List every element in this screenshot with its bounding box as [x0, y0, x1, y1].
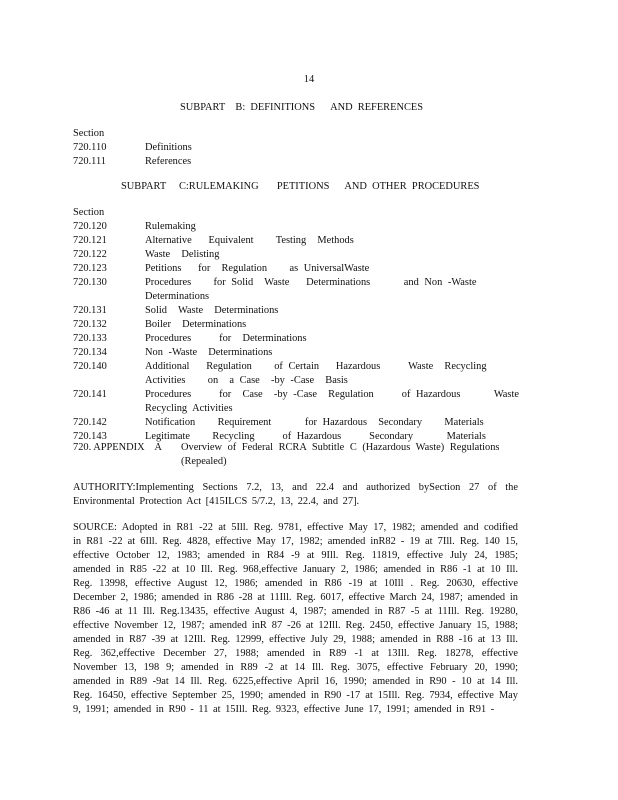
subpart-c-section-list	[73, 220, 536, 444]
section-row	[73, 262, 523, 276]
section-title: Petitions for Regulation as UniversalWaste	[145, 263, 370, 274]
section-number: 720.133	[73, 333, 107, 344]
section-row	[73, 332, 523, 346]
section-number: 720.121	[73, 235, 107, 246]
subpart-b-section-list	[73, 141, 523, 169]
section-row	[73, 388, 536, 416]
section-title: Non -Waste Determinations	[145, 347, 273, 358]
section-title: References	[145, 156, 192, 167]
section-number: 720.143	[73, 431, 107, 442]
subpart-c-section-label: Section	[73, 207, 105, 218]
section-row	[73, 155, 523, 169]
section-title: Additional Regulation of Certain Hazardous Waste Recycling Activities on a Case -by -Case Basis	[145, 361, 509, 386]
section-number: 720.132	[73, 319, 107, 330]
subpart-b-section-label: Section	[73, 128, 105, 139]
section-number: 720.111	[73, 156, 106, 167]
section-row	[73, 276, 523, 304]
section-number: 720.110	[73, 142, 107, 153]
appendix-number: 720. APPENDIX A	[73, 442, 162, 453]
subpart-c-heading: SUBPART C:RULEMAKING PETITIONS AND OTHER PROCEDURES	[121, 181, 480, 192]
section-number: 720.141	[73, 389, 107, 400]
section-number: 720.140	[73, 361, 107, 372]
section-title: Legitimate Recycling of Hazardous Secondary Materials	[145, 431, 486, 442]
section-title: Procedures for Solid Waste Determinations and Non -Waste Determinations	[145, 277, 488, 302]
section-row	[73, 416, 523, 430]
section-number: 720.134	[73, 347, 107, 358]
section-row	[73, 220, 523, 234]
authority-paragraph: AUTHORITY:Implementing Sections 7.2, 13, and 22.4 and authorized bySection 27 of the Environmental Protection Act [415ILCS 5/7.2, 13, 22.4, and 27].	[73, 482, 518, 507]
section-row	[73, 360, 523, 388]
section-title: Procedures for Case -by -Case Regulation of Hazardous Waste Recycling Activities	[145, 389, 536, 414]
section-title: Waste Delisting	[145, 249, 220, 260]
source-paragraph: SOURCE: Adopted in R81 -22 at 5Ill. Reg. 9781, effective May 17, 1982; amended and codified in R81 -22 at 6Ill. Reg. 4828, effective May 17, 1982; amended inR82 - 19 at 7Ill. Reg. 140 15, effective October 12, 1983; amended in R84 -9 at 9Ill. Reg. 11819, effective July 24, 1985; amended in R85 -22 at 10 Ill. Reg. 968,effective January 2, 1986; amended in R86 -1 at 10 Ill. Reg. 13998, effective August 12, 1986; amended in R86 -19 at 10Ill . Reg. 20630, effective December 2, 1986; amended in R86 -28 at 11Ill. Reg. 6017, effective March 24, 1987; amended in R86 -46 at 11 Ill. Reg.13435, effective August 4, 1987; amended in R87 -5 at 11Ill. Reg. 19280, effective November 12, 1987; amended inR 87 -26 at 12Ill. Reg. 2450, effective January 15, 1988; amended in R87 -39 at 12Ill. Reg. 12999, effective July 29, 1988; amended in R88 -16 at 13 Ill. Reg. 362,effective December 27, 1988; amended in R89 -1 at 13Ill. Reg. 18278, effective November 13, 198 9; amended in R89 -2 at 14 Ill. Reg. 3075, effective February 20, 1990; amended in R89 -9at 14 Ill. Reg. 6225,effective April 16, 1990; amended in R90 - 10 at 14 Ill. Reg. 16450, effective September 25, 1990; amended in R90 -17 at 15Ill. Reg. 7934, effective May 9, 1991; amended in R90 - 11 at 15Ill. Reg. 9323, effective June 17, 1991; amended in R91 -	[73, 522, 518, 715]
section-title: Solid Waste Determinations	[145, 305, 279, 316]
section-title: Notification Requirement for Hazardous Secondary Materials	[145, 417, 484, 428]
section-row	[73, 318, 523, 332]
section-row	[73, 304, 523, 318]
section-row	[73, 234, 523, 248]
appendix-title: Overview of Federal RCRA Subtitle C (Hazardous Waste) Regulations (Repealed)	[181, 442, 500, 467]
section-row	[73, 248, 523, 262]
section-number: 720.130	[73, 277, 107, 288]
section-title: Alternative Equivalent Testing Methods	[145, 235, 354, 246]
section-title: Boiler Determinations	[145, 319, 247, 330]
section-title: Procedures for Determinations	[145, 333, 307, 344]
section-number: 720.142	[73, 417, 107, 428]
section-number: 720.131	[73, 305, 107, 316]
section-number: 720.123	[73, 263, 107, 274]
section-title: Definitions	[145, 142, 192, 153]
subpart-b-heading: SUBPART B: DEFINITIONS AND REFERENCES	[180, 102, 424, 113]
appendix-entry	[73, 441, 523, 469]
section-title: Rulemaking	[145, 221, 196, 232]
section-number: 720.120	[73, 221, 107, 232]
page-number: 14	[303, 74, 315, 85]
section-row	[73, 141, 523, 155]
section-number: 720.122	[73, 249, 107, 260]
section-row	[73, 346, 523, 360]
